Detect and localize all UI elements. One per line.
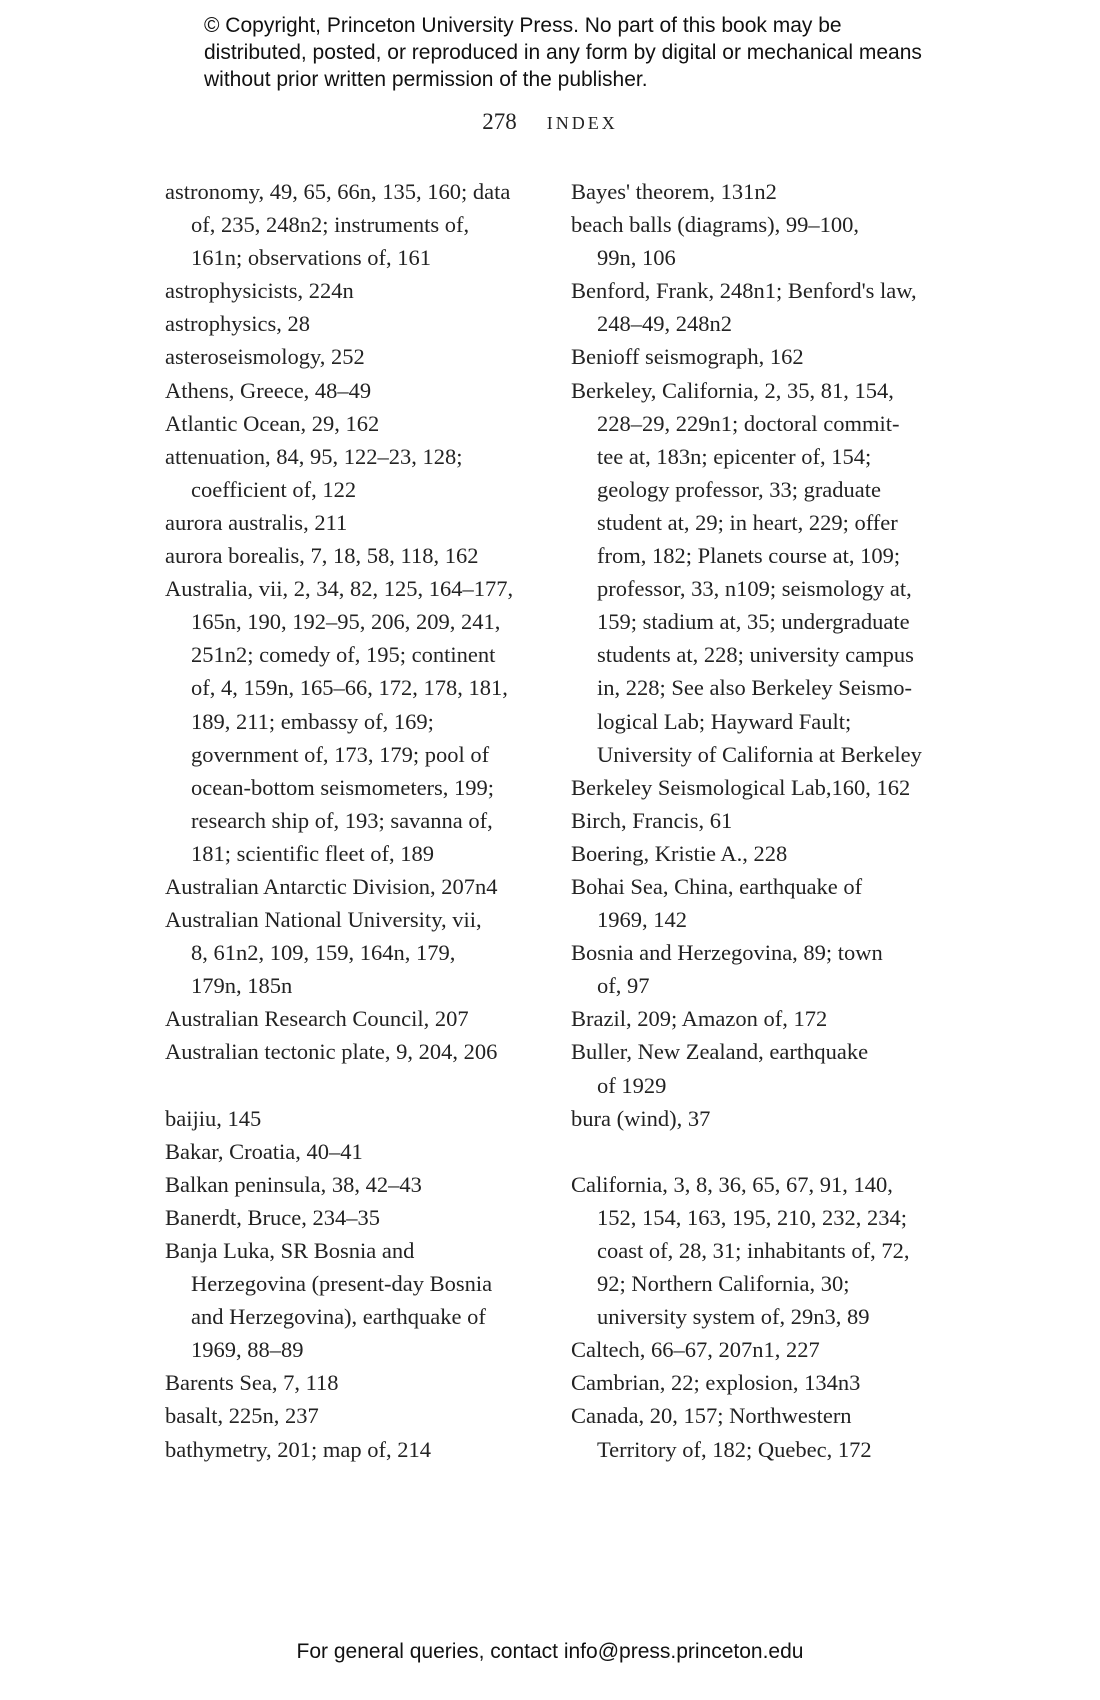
index-entry-line: Benford, Frank, 248n1; Benford's law, xyxy=(571,278,917,304)
index-entry-line: 179n, 185n xyxy=(191,973,293,999)
index-entry-line: 181; scientific fleet of, 189 xyxy=(191,840,435,866)
index-entry xyxy=(165,870,545,903)
index-entry-line: University of California at Berkeley xyxy=(597,741,922,767)
index-entry xyxy=(165,374,545,407)
index-entry-line: 1969, 142 xyxy=(597,907,687,933)
index-entry xyxy=(165,1201,545,1234)
index-entry-line: in, 228; See also Berkeley Seismo- xyxy=(597,675,912,701)
index-entry-line: coefficient of, 122 xyxy=(191,476,357,502)
index-entry xyxy=(571,936,951,1002)
index-entry xyxy=(165,274,545,307)
index-entry xyxy=(571,1366,951,1399)
index-entry xyxy=(165,340,545,373)
index-entry-line: Australian Antarctic Division, 207n4 xyxy=(165,873,498,899)
index-entry-line: aurora australis, 211 xyxy=(165,509,348,535)
index-entry-line: Berkeley Seismological Lab,160, 162 xyxy=(571,774,911,800)
index-entry-line: 152, 154, 163, 195, 210, 232, 234; xyxy=(597,1204,908,1230)
running-title: INDEX xyxy=(546,113,618,133)
index-entry-line: aurora borealis, 7, 18, 58, 118, 162 xyxy=(165,543,479,569)
index-entry xyxy=(165,1433,545,1466)
index-entry xyxy=(571,374,951,771)
index-entry-line: Territory of, 182; Quebec, 172 xyxy=(597,1436,872,1462)
index-entry-line: from, 182; Planets course at, 109; xyxy=(597,543,901,569)
index-entry xyxy=(571,1168,951,1333)
index-entry xyxy=(571,1399,951,1465)
index-entry-line: Banja Luka, SR Bosnia and xyxy=(165,1238,415,1263)
index-entry-line: tee at, 183n; epicenter of, 154; xyxy=(597,443,872,469)
index-entry xyxy=(165,1366,545,1399)
index-entry xyxy=(571,1333,951,1366)
index-entry-line: astrophysics, 28 xyxy=(165,311,310,337)
index-entry-line: bathymetry, 201; map of, 214 xyxy=(165,1436,431,1462)
index-entry-line: beach balls (diagrams), 99–100, xyxy=(571,212,860,238)
index-entry-line: Athens, Greece, 48–49 xyxy=(165,377,372,403)
index-entry-line: Canada, 20, 157; Northwestern xyxy=(571,1403,852,1429)
index-entry-line: Barents Sea, 7, 118 xyxy=(165,1370,339,1396)
index-entry xyxy=(165,1035,545,1068)
index-entry xyxy=(165,539,545,572)
index-entry-line: Australia, vii, 2, 34, 82, 125, 164–177, xyxy=(165,576,514,602)
index-entry-line: of, 4, 159n, 165–66, 172, 178, 181, xyxy=(191,675,508,701)
index-entry-line: Balkan peninsula, 38, 42–43 xyxy=(165,1171,422,1197)
index-entry xyxy=(165,1102,545,1135)
index-entry xyxy=(165,1135,545,1168)
index-entry-line: astronomy, 49, 65, 66n, 135, 160; data xyxy=(165,179,511,204)
index-entry xyxy=(165,506,545,539)
index-entry-line: 1969, 88–89 xyxy=(191,1337,304,1363)
page-number: 278 xyxy=(482,109,517,134)
index-entry-line: professor, 33, n109; seismology at, xyxy=(597,576,912,602)
index-entry-line: Cambrian, 22; explosion, 134n3 xyxy=(571,1370,861,1396)
index-entry xyxy=(571,771,951,804)
index-entry xyxy=(571,804,951,837)
index-entry-line: Birch, Francis, 61 xyxy=(571,807,733,833)
index-entry xyxy=(165,440,545,506)
index-entry-line: 251n2; comedy of, 195; continent xyxy=(191,642,496,668)
index-entry-line: 161n; observations of, 161 xyxy=(191,245,431,271)
index-entry-line: Australian Research Council, 207 xyxy=(165,1006,469,1032)
index-entry xyxy=(165,307,545,340)
index-entry-line: student at, 29; in heart, 229; offer xyxy=(597,509,898,535)
index-entry-line: 92; Northern California, 30; xyxy=(597,1271,850,1297)
index-entry-line: of, 97 xyxy=(597,973,650,999)
index-column-left xyxy=(165,175,545,1466)
footer-contact: For general queries, contact info@press.princeton.edu xyxy=(296,1640,804,1663)
index-entry-line: Brazil, 209; Amazon of, 172 xyxy=(571,1006,828,1032)
index-entry xyxy=(571,1035,951,1101)
index-entry-line: Atlantic Ocean, 29, 162 xyxy=(165,410,380,436)
index-entry-line: Herzegovina (present-day Bosnia xyxy=(191,1271,493,1297)
index-entry-line: 8, 61n2, 109, 159, 164n, 179, xyxy=(191,940,456,966)
index-entry-line: astrophysicists, 224n xyxy=(165,278,354,304)
index-entry xyxy=(165,1399,545,1432)
index-entry xyxy=(165,1002,545,1035)
index-entry xyxy=(571,837,951,870)
index-entry-line: Australian tectonic plate, 9, 204, 206 xyxy=(165,1039,498,1065)
index-entry xyxy=(165,572,545,870)
index-entry xyxy=(571,175,951,208)
copyright-notice: © Copyright, Princeton University Press. No part of this book may be distributed, posted, or reproduced in any form by digital or mechanical means without prior written permission of the publisher. xyxy=(204,14,922,91)
index-entry xyxy=(165,1168,545,1201)
index-entry xyxy=(571,274,951,340)
index-entry-line: 159; stadium at, 35; undergraduate xyxy=(597,609,910,635)
index-entry-line: Bosnia and Herzegovina, 89; town xyxy=(571,940,883,966)
index-entry-line: research ship of, 193; savanna of, xyxy=(191,807,493,833)
index-entry xyxy=(165,175,545,274)
index-entry xyxy=(571,340,951,373)
index-entry xyxy=(165,407,545,440)
index-entry-line: of, 235, 248n2; instruments of, xyxy=(191,212,470,238)
index-entry xyxy=(571,1002,951,1035)
index-entry-line: logical Lab; Hayward Fault; xyxy=(597,708,852,734)
index-entry xyxy=(571,1102,951,1135)
index-entry-line: and Herzegovina), earthquake of xyxy=(191,1304,486,1330)
index-entry-line: Caltech, 66–67, 207n1, 227 xyxy=(571,1337,820,1363)
index-entry-line: asteroseismology, 252 xyxy=(165,344,365,370)
index-entry-line: Berkeley, California, 2, 35, 81, 154, xyxy=(571,377,894,403)
index-entry-line: Buller, New Zealand, earthquake xyxy=(571,1039,869,1065)
index-entry-line: Bayes' theorem, 131n2 xyxy=(571,179,777,204)
index-entry-line: 228–29, 229n1; doctoral commit- xyxy=(597,410,900,436)
index-entry-line: 189, 211; embassy of, 169; xyxy=(191,708,434,734)
index-entry-line: university system of, 29n3, 89 xyxy=(597,1304,870,1330)
index-entry-line: California, 3, 8, 36, 65, 67, 91, 140, xyxy=(571,1171,893,1197)
running-head xyxy=(0,109,1100,135)
index-entry-line: Banerdt, Bruce, 234–35 xyxy=(165,1204,380,1230)
index-entry-line: geology professor, 33; graduate xyxy=(597,476,882,502)
index-entry-line: coast of, 28, 31; inhabitants of, 72, xyxy=(597,1238,910,1263)
index-entry-line: Australian National University, vii, xyxy=(165,907,482,933)
index-column-right xyxy=(571,175,951,1466)
index-entry xyxy=(165,1234,545,1366)
index-entry-line: Bakar, Croatia, 40–41 xyxy=(165,1138,363,1164)
index-entry-line: government of, 173, 179; pool of xyxy=(191,741,490,767)
index-entry-line: bura (wind), 37 xyxy=(571,1105,711,1131)
index-entry-line: attenuation, 84, 95, 122–23, 128; xyxy=(165,443,463,469)
index-entry-line: Bohai Sea, China, earthquake of xyxy=(571,873,863,899)
index-entry-line: 165n, 190, 192–95, 206, 209, 241, xyxy=(191,609,501,635)
index-entry xyxy=(165,903,545,1002)
index-entry-line: 99n, 106 xyxy=(597,245,676,271)
index-entry-line: 248–49, 248n2 xyxy=(597,311,732,337)
index-entry-line: Boering, Kristie A., 228 xyxy=(571,840,788,866)
index-entry-line: Benioff seismograph, 162 xyxy=(571,344,804,370)
index-entry-line: baijiu, 145 xyxy=(165,1105,262,1131)
index-entry-line: students at, 228; university campus xyxy=(597,642,914,668)
index-entry-line: basalt, 225n, 237 xyxy=(165,1403,319,1429)
index-entry xyxy=(571,208,951,274)
index-entry-line: of 1929 xyxy=(597,1072,667,1098)
index-entry-line: ocean-bottom seismometers, 199; xyxy=(191,774,495,800)
index-entry xyxy=(571,870,951,936)
